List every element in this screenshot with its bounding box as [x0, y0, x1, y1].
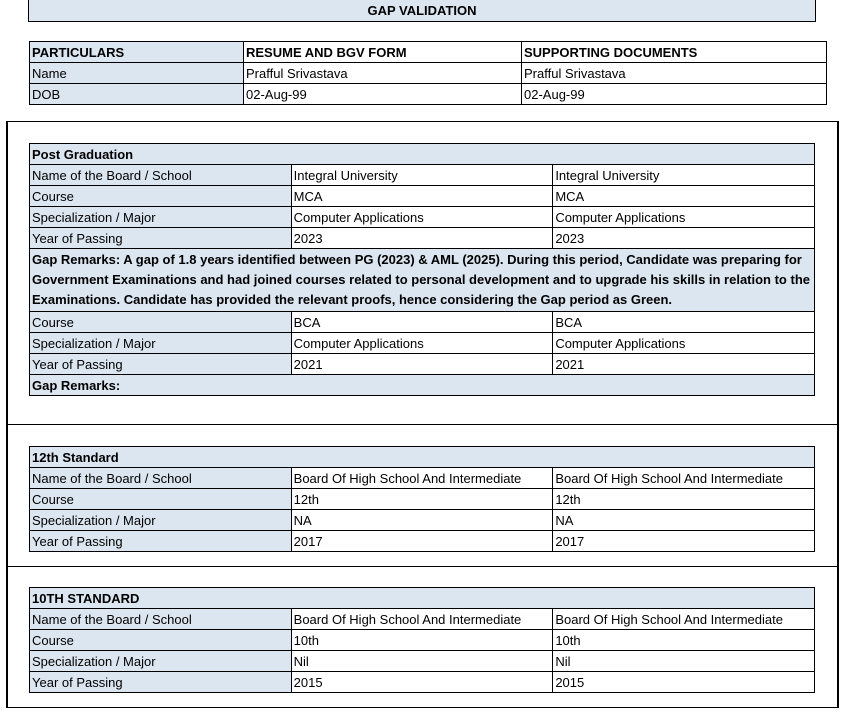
- documents-value: Integral University: [553, 165, 815, 186]
- identity-table: [29, 41, 827, 105]
- resume-value: 2023: [291, 228, 553, 249]
- resume-value: 2015: [291, 672, 553, 693]
- documents-value: 2017: [553, 531, 815, 552]
- row-label: Course: [30, 489, 292, 510]
- gap-remarks-row: [30, 375, 815, 396]
- table-row: [30, 510, 815, 531]
- documents-value: 2021: [553, 354, 815, 375]
- table-row: [30, 672, 815, 693]
- table-row: [30, 333, 815, 354]
- resume-value: Computer Applications: [291, 207, 553, 228]
- row-label: Year of Passing: [30, 531, 292, 552]
- tenth-standard-table: [29, 587, 815, 693]
- row-label: Year of Passing: [30, 228, 292, 249]
- row-label: Name of the Board / School: [30, 468, 292, 489]
- resume-value: Prafful Srivastava: [244, 63, 522, 84]
- documents-value: Computer Applications: [553, 333, 815, 354]
- resume-value: Integral University: [291, 165, 553, 186]
- documents-value: BCA: [553, 312, 815, 333]
- page-title: GAP VALIDATION: [28, 0, 816, 22]
- table-row: [30, 63, 827, 84]
- table-row: [30, 651, 815, 672]
- column-header-documents: SUPPORTING DOCUMENTS: [522, 42, 827, 63]
- documents-value: 2023: [553, 228, 815, 249]
- post-graduation-table: [29, 143, 815, 396]
- resume-value: Nil: [291, 651, 553, 672]
- documents-value: 10th: [553, 630, 815, 651]
- documents-value: 02-Aug-99: [522, 84, 827, 105]
- row-label: Name of the Board / School: [30, 165, 292, 186]
- documents-value: MCA: [553, 186, 815, 207]
- resume-value: Board Of High School And Intermediate: [291, 468, 553, 489]
- table-row: [30, 165, 815, 186]
- resume-value: 12th: [291, 489, 553, 510]
- table-row: [30, 228, 815, 249]
- gap-remarks: Gap Remarks: A gap of 1.8 years identified between PG (2023) & AML (2025). During this period, Candidate was preparing for Government Examinations and had joined courses related to personal development and to upgrade his skills in relation to the Examinations. Candidate has provided the relevant proofs, hence considering the Gap period as Green.: [30, 249, 815, 312]
- table-row: [30, 312, 815, 333]
- section-heading: 10TH STANDARD: [30, 588, 815, 609]
- documents-value: 2015: [553, 672, 815, 693]
- row-label: Specialization / Major: [30, 510, 292, 531]
- resume-value: 2017: [291, 531, 553, 552]
- table-row: [30, 186, 815, 207]
- documents-value: Computer Applications: [553, 207, 815, 228]
- section-heading-row: [30, 588, 815, 609]
- documents-value: Board Of High School And Intermediate: [553, 468, 815, 489]
- documents-value: Nil: [553, 651, 815, 672]
- row-label: Name: [30, 63, 244, 84]
- row-label: Specialization / Major: [30, 651, 292, 672]
- table-row: [30, 609, 815, 630]
- table-row: [30, 531, 815, 552]
- section-heading: 12th Standard: [30, 447, 815, 468]
- resume-value: Computer Applications: [291, 333, 553, 354]
- row-label: Year of Passing: [30, 354, 292, 375]
- resume-value: MCA: [291, 186, 553, 207]
- gap-remarks: Gap Remarks:: [30, 375, 815, 396]
- table-row: [30, 630, 815, 651]
- column-header-particulars: PARTICULARS: [30, 42, 244, 63]
- section-heading: Post Graduation: [30, 144, 815, 165]
- twelfth-standard-table: [29, 446, 815, 552]
- table-row: [30, 489, 815, 510]
- row-label: Name of the Board / School: [30, 609, 292, 630]
- row-label: Specialization / Major: [30, 333, 292, 354]
- resume-value: NA: [291, 510, 553, 531]
- table-header-row: [30, 42, 827, 63]
- table-row: [30, 207, 815, 228]
- gap-remarks-row: [30, 249, 815, 312]
- row-label: Course: [30, 630, 292, 651]
- resume-value: 2021: [291, 354, 553, 375]
- documents-value: Prafful Srivastava: [522, 63, 827, 84]
- resume-value: 10th: [291, 630, 553, 651]
- table-row: [30, 354, 815, 375]
- table-row: [30, 468, 815, 489]
- documents-value: 12th: [553, 489, 815, 510]
- section-heading-row: [30, 144, 815, 165]
- resume-value: 02-Aug-99: [244, 84, 522, 105]
- column-header-resume: RESUME AND BGV FORM: [244, 42, 522, 63]
- table-row: [30, 84, 827, 105]
- resume-value: BCA: [291, 312, 553, 333]
- resume-value: Board Of High School And Intermediate: [291, 609, 553, 630]
- row-label: Specialization / Major: [30, 207, 292, 228]
- row-label: Course: [30, 312, 292, 333]
- row-label: Course: [30, 186, 292, 207]
- row-label: Year of Passing: [30, 672, 292, 693]
- documents-value: NA: [553, 510, 815, 531]
- section-heading-row: [30, 447, 815, 468]
- row-label: DOB: [30, 84, 244, 105]
- documents-value: Board Of High School And Intermediate: [553, 609, 815, 630]
